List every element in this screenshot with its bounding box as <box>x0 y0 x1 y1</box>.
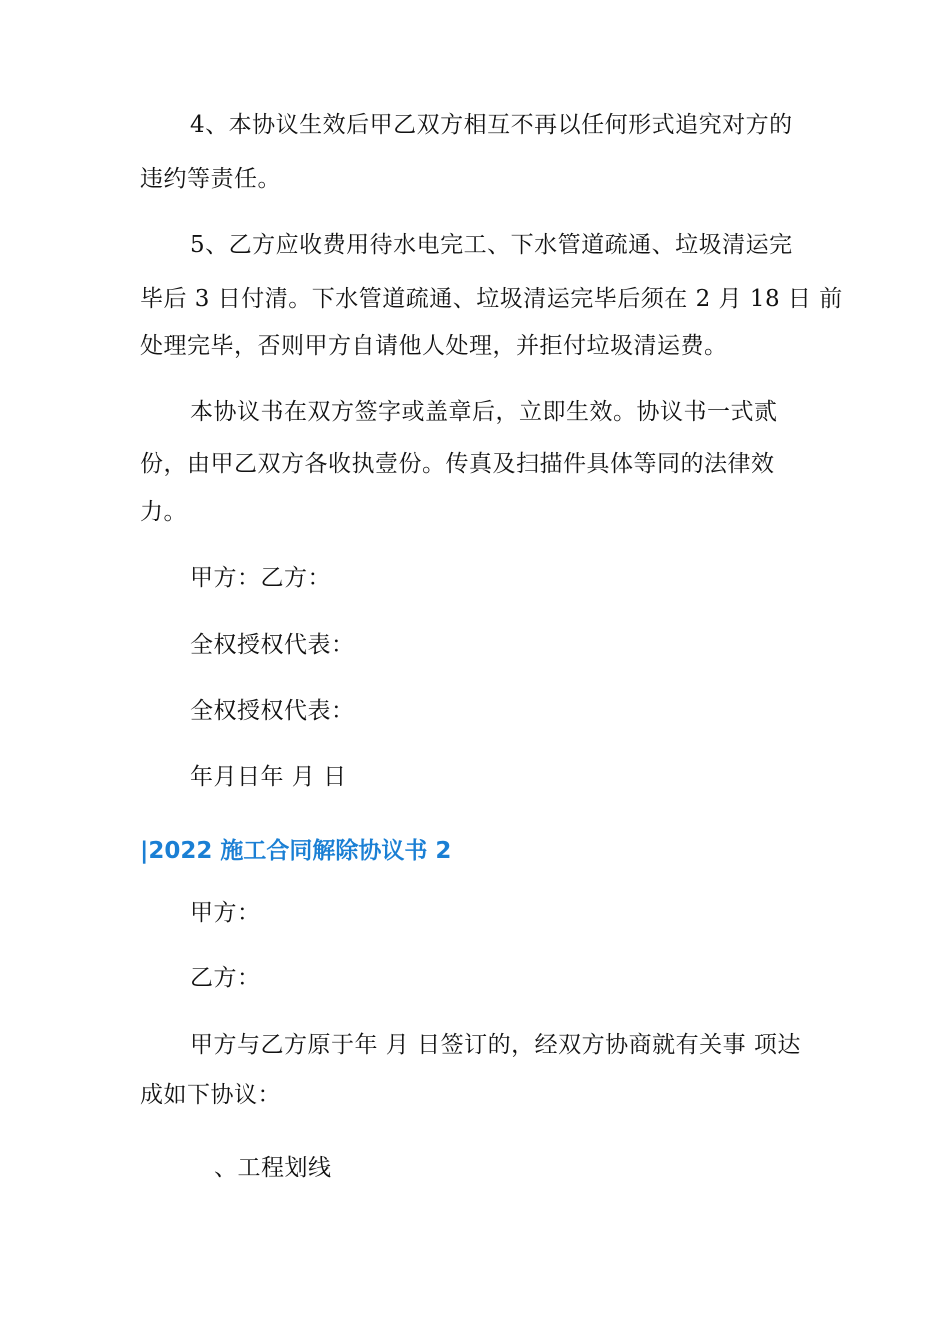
date-line: 年月日年 月 日 <box>190 764 347 790</box>
intro-paragraph-line-2: 成如下协议： <box>140 1082 281 1108</box>
item-engineering-marking: 、工程划线 <box>214 1155 332 1181</box>
effect-paragraph-line-2: 份，由甲乙双方各收执壹份。传真及扫描件具体等同的法律效 <box>140 451 775 477</box>
paragraph-4-line-2: 违约等责任。 <box>140 166 281 192</box>
intro-paragraph-line-1: 甲方与乙方原于年 月 日签订的，经双方协商就有关事 项达 <box>190 1032 801 1058</box>
paragraph-5-line-2: 毕后 3 日付清。下水管道疏通、垃圾清运完毕后须在 2 月 18 日 前 <box>140 286 843 312</box>
party-b-label: 乙方： <box>190 965 261 991</box>
party-a-label: 甲方： <box>190 900 261 926</box>
paragraph-4-line-1: 4、本协议生效后甲乙双方相互不再以任何形式追究对方的 <box>190 112 793 138</box>
effect-paragraph-line-3: 力。 <box>140 499 187 525</box>
party-a-b-label: 甲方：乙方： <box>190 565 331 591</box>
authorized-representative-1: 全权授权代表： <box>190 632 355 658</box>
paragraph-5-line-3: 处理完毕，否则甲方自请他人处理，并拒付垃圾清运费。 <box>140 333 728 359</box>
effect-paragraph-line-1: 本协议书在双方签字或盖章后，立即生效。协议书一式贰 <box>190 399 778 425</box>
paragraph-5-line-1: 5、乙方应收费用待水电完工、下水管道疏通、垃圾清运完 <box>190 232 793 258</box>
section-heading: |2022 施工合同解除协议书 2 <box>140 838 452 864</box>
authorized-representative-2: 全权授权代表： <box>190 698 355 724</box>
